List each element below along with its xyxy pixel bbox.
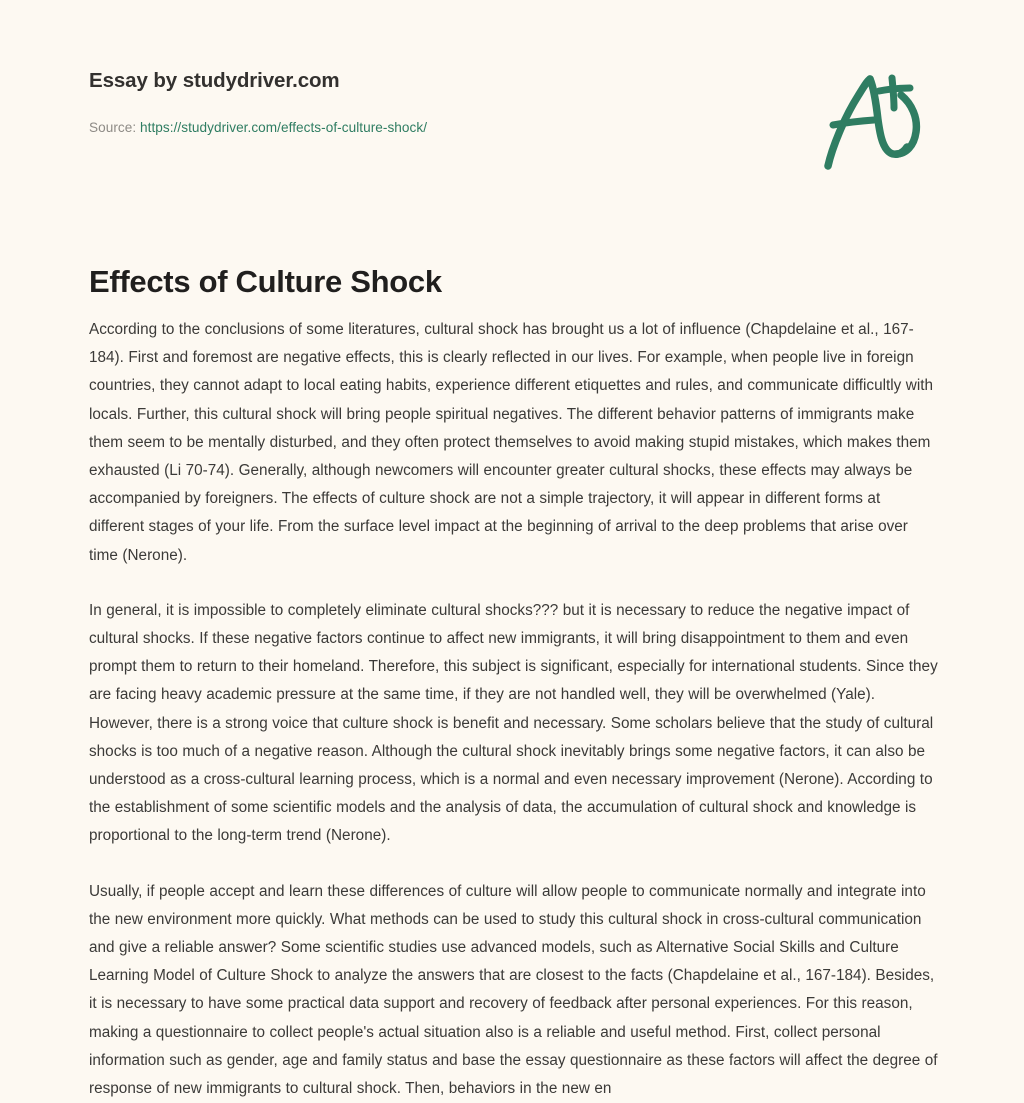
page-header (0, 0, 1024, 200)
essay-body (89, 316, 938, 1103)
paragraph: According to the conclusions of some literatures, cultural shock has brought us a lot of influence (Chapdelaine et al., 167-184). First and foremost are negative effects, this is clearly reflected in our lives. For example, when people live in foreign countries, they cannot adapt to local eating habits, experience different etiquettes and rules, and communicate difficultly with locals. Further, this cultural shock will bring people spiritual negatives. The different behavior patterns of immigrants make them seem to be mentally disturbed, and they often protect themselves to avoid making stupid mistakes, which makes them exhausted (Li 70-74). Generally, although newcomers will encounter greater cultural shocks, these effects may always be accompanied by foreigners. The effects of culture shock are not a simple trajectory, it will appear in different forms at different stages of your life. From the surface level impact at the beginning of arrival to the deep problems that arise over time (Nerone). (89, 321, 934, 564)
essay-byline: Essay by studydriver.com (89, 69, 340, 92)
paragraph: In general, it is impossible to completely eliminate cultural shocks??? but it is necessary to reduce the negative impact of cultural shocks. If these negative factors continue to affect new immigrants, it will bring disappointment to them and even prompt them to return to their homeland. Therefore, this subject is significant, especially for international students. Since they are facing heavy academic pressure at the same time, if they are not handled well, they will be overwhelmed (Yale). However, there is a strong voice that culture shock is benefit and necessary. Some scholars believe that the study of cultural shocks is too much of a negative reason. Although the cultural shock inevitably brings some negative factors, it can also be understood as a cross-cultural learning process, which is a normal and even necessary improvement (Nerone). According to the establishment of some scientific models and the analysis of data, the accumulation of cultural shock and knowledge is proportional to the long-term trend (Nerone). (89, 601, 938, 845)
source-url-link[interactable]: https://studydriver.com/effects-of-culture-shock/ (140, 120, 428, 135)
paragraph: Usually, if people accept and learn these differences of culture will allow people to communicate normally and integrate into the new environment more quickly. What methods can be used to study this cultural shock in cross-cultural communication and give a reliable answer? Some scientific studies use advanced models, such as Alternative Social Skills and Culture Learning Model of Culture Shock to analyze the answers that are closest to the facts (Chapdelaine et al., 167-184). Besides, it is necessary to have some practical data support and recovery of feedback after personal experiences. For this reason, making a questionnaire to collect people's actual situation also is a reliable and useful method. First, collect personal information such as gender, age and family status and base the essay questionnaire as these factors will affect the degree of response of new immigrants to cultural shock. Then, behaviors in the new en (89, 882, 938, 1098)
page-title: Effects of Culture Shock (89, 263, 442, 299)
source-label: Source: (89, 120, 137, 135)
studydriver-a-plus-logo[interactable] (808, 62, 938, 177)
source-line (89, 120, 427, 135)
